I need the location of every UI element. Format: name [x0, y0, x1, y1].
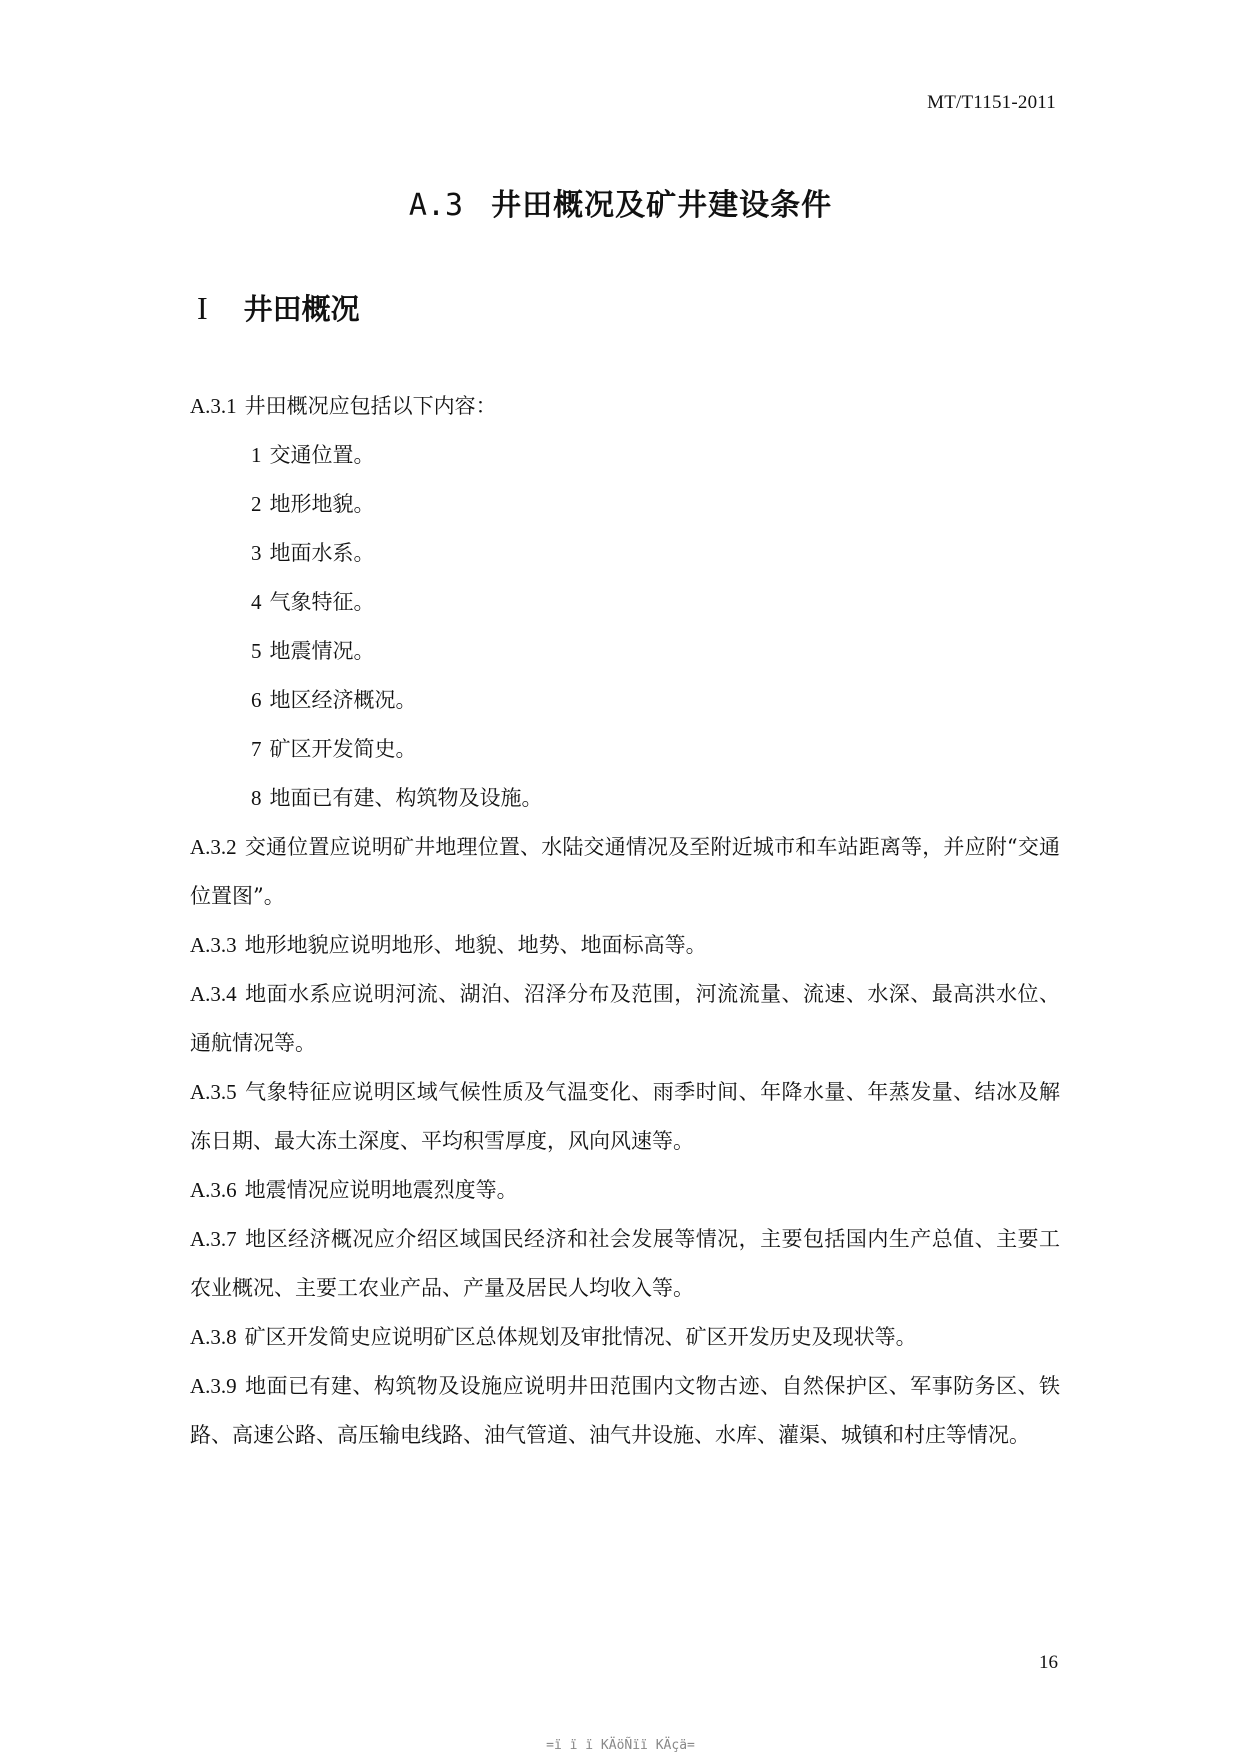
- clause-number: A.3.3: [190, 933, 237, 957]
- clause-a-3-4: [190, 970, 1060, 1068]
- list-item-text: 交通位置。: [269, 443, 375, 467]
- list-item-number: 3: [251, 541, 262, 565]
- list-item: [190, 676, 1060, 725]
- clause-a-3-9: [190, 1362, 1060, 1460]
- footer-watermark: =ï ï ï KÄöÑïï KÄçä=: [546, 1738, 695, 1753]
- subsection-title: [197, 287, 360, 328]
- clause-text: 地面已有建、构筑物及设施应说明井田范围内文物古迹、自然保护区、军事防务区、铁路、高速公路、高压输电线路、油气管道、油气井设施、水库、灌渠、城镇和村庄等情况。: [190, 1374, 1060, 1447]
- list-item-number: 6: [251, 688, 262, 712]
- clause-number: A.3.5: [190, 1080, 237, 1104]
- subsection-roman-numeral: I: [197, 290, 208, 326]
- clause-number: A.3.2: [190, 835, 237, 859]
- clause-a-3-8: [190, 1313, 1060, 1362]
- clause-a-3-7: [190, 1215, 1060, 1313]
- section-title-text: 井田概况及矿井建设条件: [491, 188, 833, 223]
- clause-text: 地形地貌应说明地形、地貌、地势、地面标高等。: [244, 933, 707, 957]
- clause-number: A.3.4: [190, 982, 237, 1006]
- clause-a-3-5: [190, 1068, 1060, 1166]
- list-item-text: 地区经济概况。: [269, 688, 417, 712]
- list-item-text: 地面水系。: [269, 541, 375, 565]
- list-item: [190, 578, 1060, 627]
- standard-code: MT/T1151-2011: [927, 92, 1056, 113]
- list-item-text: 矿区开发简史。: [269, 737, 417, 761]
- document-body: [190, 382, 1060, 1460]
- list-item-text: 地形地貌。: [269, 492, 375, 516]
- list-item-number: 8: [251, 786, 262, 810]
- clause-text: 地面水系应说明河流、湖泊、沼泽分布及范围，河流流量、流速、水深、最高洪水位、通航情况等。: [190, 982, 1060, 1055]
- list-item-text: 地面已有建、构筑物及设施。: [269, 786, 543, 810]
- clause-number: A.3.6: [190, 1178, 237, 1202]
- list-item: [190, 627, 1060, 676]
- list-item: [190, 774, 1060, 823]
- clause-text: 地震情况应说明地震烈度等。: [244, 1178, 518, 1202]
- clause-number: A.3.1: [190, 394, 237, 418]
- clause-text: 交通位置应说明矿井地理位置、水陆交通情况及至附近城市和车站距离等，并应附“交通位置图”。: [190, 835, 1060, 908]
- list-item-text: 地震情况。: [269, 639, 375, 663]
- clause-number: A.3.7: [190, 1227, 237, 1251]
- clause-text: 地区经济概况应介绍区域国民经济和社会发展等情况，主要包括国内生产总值、主要工农业概况、主要工农业产品、产量及居民人均收入等。: [190, 1227, 1060, 1300]
- clause-number: A.3.9: [190, 1374, 237, 1398]
- section-number: A.3: [408, 188, 464, 223]
- list-item-text: 气象特征。: [269, 590, 375, 614]
- clause-text: 气象特征应说明区域气候性质及气温变化、雨季时间、年降水量、年蒸发量、结冰及解冻日期、最大冻土深度、平均积雪厚度，风向风速等。: [190, 1080, 1060, 1153]
- clause-a-3-1: [190, 382, 1060, 431]
- clause-text: 井田概况应包括以下内容：: [244, 394, 497, 418]
- page-number: 16: [1039, 1652, 1058, 1673]
- clause-text: 矿区开发简史应说明矿区总体规划及审批情况、矿区开发历史及现状等。: [244, 1325, 917, 1349]
- list-item-number: 1: [251, 443, 262, 467]
- clause-number: A.3.8: [190, 1325, 237, 1349]
- clause-a-3-3: [190, 921, 1060, 970]
- list-item-number: 5: [251, 639, 262, 663]
- clause-a-3-6: [190, 1166, 1060, 1215]
- list-item: [190, 431, 1060, 480]
- clause-a-3-2: [190, 823, 1060, 921]
- list-item: [190, 725, 1060, 774]
- list-item: [190, 529, 1060, 578]
- list-item-number: 4: [251, 590, 262, 614]
- section-title: [0, 180, 1241, 224]
- subsection-title-text: 井田概况: [243, 292, 360, 326]
- list-item-number: 2: [251, 492, 262, 516]
- list-item-number: 7: [251, 737, 262, 761]
- list-item: [190, 480, 1060, 529]
